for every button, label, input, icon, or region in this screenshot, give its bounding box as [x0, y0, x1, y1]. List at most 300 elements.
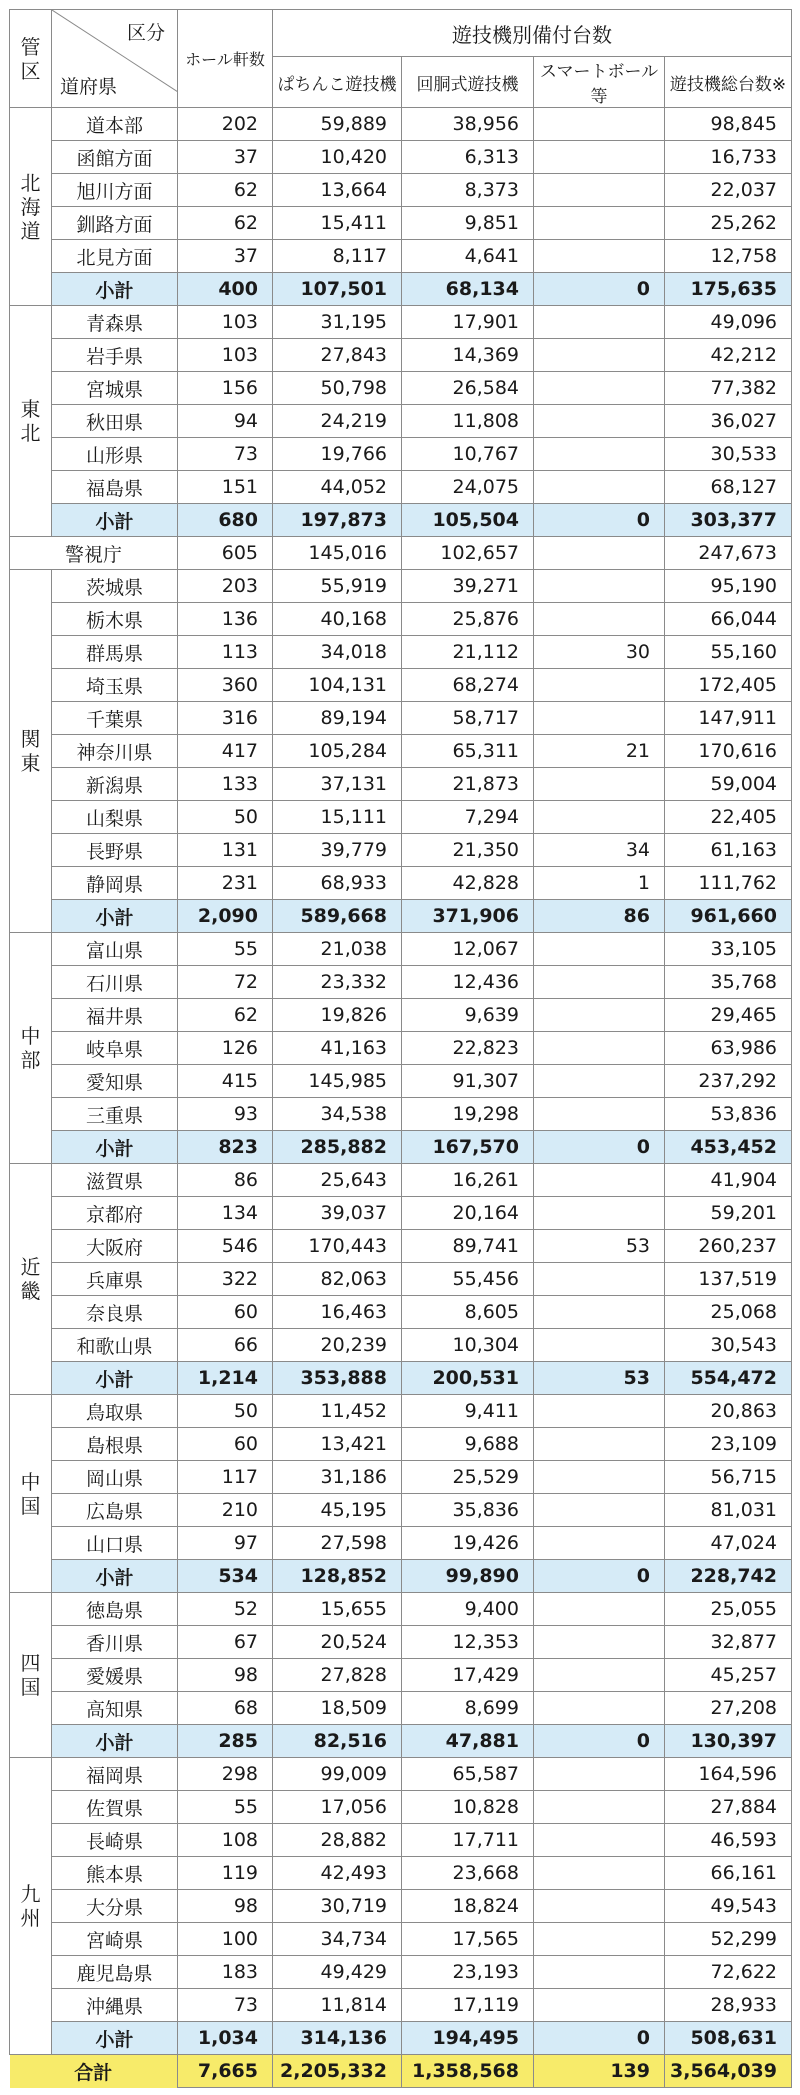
cell-halls: 203 [178, 570, 273, 603]
header-smartball: スマートボール等 [534, 57, 665, 108]
region-cell [10, 1395, 52, 1593]
cell-pachinko: 49,429 [273, 1956, 402, 1989]
cell-smartball [534, 438, 665, 471]
row-name: 岡山県 [52, 1461, 178, 1494]
cell-pachinko: 21,038 [273, 933, 402, 966]
grand-total-label: 合計 [10, 2055, 178, 2088]
table-row [10, 339, 792, 372]
cell-smartball [534, 1428, 665, 1461]
cell-total: 66,161 [665, 1857, 792, 1890]
cell-slot: 8,699 [402, 1692, 534, 1725]
table-row [10, 1098, 792, 1131]
subtotal-row [10, 504, 792, 537]
cell-total: 25,055 [665, 1593, 792, 1626]
row-name: 鹿児島県 [52, 1956, 178, 1989]
cell-smartball [534, 1098, 665, 1131]
row-name: 滋賀県 [52, 1164, 178, 1197]
cell-halls: 100 [178, 1923, 273, 1956]
cell-total: 170,616 [665, 735, 792, 768]
cell-pachinko: 27,598 [273, 1527, 402, 1560]
cell-slot: 10,828 [402, 1791, 534, 1824]
cell-slot: 25,529 [402, 1461, 534, 1494]
cell-total: 172,405 [665, 669, 792, 702]
cell-pachinko: 99,009 [273, 1758, 402, 1791]
cell-total: 35,768 [665, 966, 792, 999]
cell-slot: 11,808 [402, 405, 534, 438]
cell-smartball [534, 933, 665, 966]
grand-total-halls: 7,665 [178, 2055, 273, 2088]
cell-slot: 9,400 [402, 1593, 534, 1626]
cell-smartball: 0 [534, 1560, 665, 1593]
cell-smartball [534, 471, 665, 504]
cell-pachinko: 68,933 [273, 867, 402, 900]
cell-halls: 97 [178, 1527, 273, 1560]
cell-pachinko: 18,509 [273, 1692, 402, 1725]
cell-pachinko: 82,063 [273, 1263, 402, 1296]
cell-halls: 1,034 [178, 2022, 273, 2055]
cell-slot: 26,584 [402, 372, 534, 405]
table-row [10, 1494, 792, 1527]
table-row [10, 1857, 792, 1890]
row-name: 長崎県 [52, 1824, 178, 1857]
row-name: 佐賀県 [52, 1791, 178, 1824]
table-row [10, 405, 792, 438]
cell-total: 20,863 [665, 1395, 792, 1428]
table-row [10, 108, 792, 141]
region-label: 九 州 [20, 1882, 41, 1930]
cell-total: 147,911 [665, 702, 792, 735]
row-name: 鳥取県 [52, 1395, 178, 1428]
cell-slot: 9,639 [402, 999, 534, 1032]
cell-smartball [534, 537, 665, 570]
cell-total: 137,519 [665, 1263, 792, 1296]
region-cell [10, 1593, 52, 1758]
row-name: 道本部 [52, 108, 178, 141]
cell-smartball [534, 1857, 665, 1890]
cell-pachinko: 37,131 [273, 768, 402, 801]
cell-smartball: 86 [534, 900, 665, 933]
row-name: 小計 [52, 504, 178, 537]
row-name: 栃木県 [52, 603, 178, 636]
cell-slot: 68,274 [402, 669, 534, 702]
table-row [10, 174, 792, 207]
cell-halls: 67 [178, 1626, 273, 1659]
table-row [10, 1197, 792, 1230]
row-name: 京都府 [52, 1197, 178, 1230]
cell-total: 228,742 [665, 1560, 792, 1593]
cell-pachinko: 89,194 [273, 702, 402, 735]
cell-slot: 42,828 [402, 867, 534, 900]
cell-slot: 194,495 [402, 2022, 534, 2055]
cell-halls: 103 [178, 306, 273, 339]
cell-pachinko: 25,643 [273, 1164, 402, 1197]
cell-slot: 200,531 [402, 1362, 534, 1395]
row-name: 小計 [52, 1362, 178, 1395]
subtotal-row [10, 273, 792, 306]
cell-pachinko: 104,131 [273, 669, 402, 702]
cell-smartball: 0 [534, 1131, 665, 1164]
grand-total-slot: 1,358,568 [402, 2055, 534, 2088]
cell-halls: 151 [178, 471, 273, 504]
header-halls: ホール軒数 [178, 10, 273, 108]
cell-smartball [534, 702, 665, 735]
row-name: 神奈川県 [52, 735, 178, 768]
cell-total: 33,105 [665, 933, 792, 966]
row-name: 熊本県 [52, 1857, 178, 1890]
row-name: 広島県 [52, 1494, 178, 1527]
cell-total: 95,190 [665, 570, 792, 603]
cell-pachinko: 40,168 [273, 603, 402, 636]
cell-smartball [534, 1758, 665, 1791]
cell-slot: 20,164 [402, 1197, 534, 1230]
cell-pachinko: 107,501 [273, 273, 402, 306]
cell-smartball: 34 [534, 834, 665, 867]
table-row [10, 669, 792, 702]
cell-halls: 131 [178, 834, 273, 867]
table-row [10, 1989, 792, 2022]
header-corner-cell [52, 10, 178, 108]
cell-total: 53,836 [665, 1098, 792, 1131]
table-row [10, 1296, 792, 1329]
cell-total: 66,044 [665, 603, 792, 636]
cell-pachinko: 44,052 [273, 471, 402, 504]
cell-smartball [534, 1791, 665, 1824]
cell-smartball [534, 306, 665, 339]
cell-total: 164,596 [665, 1758, 792, 1791]
header-pachinko: ぱちんこ遊技機 [273, 57, 402, 108]
cell-pachinko: 353,888 [273, 1362, 402, 1395]
cell-slot: 4,641 [402, 240, 534, 273]
cell-slot: 17,565 [402, 1923, 534, 1956]
cell-smartball [534, 570, 665, 603]
cell-halls: 37 [178, 141, 273, 174]
cell-smartball [534, 339, 665, 372]
cell-slot: 102,657 [402, 537, 534, 570]
cell-pachinko: 19,826 [273, 999, 402, 1032]
cell-smartball [534, 1494, 665, 1527]
cell-slot: 17,901 [402, 306, 534, 339]
cell-halls: 322 [178, 1263, 273, 1296]
table-row [10, 1065, 792, 1098]
cell-total: 22,037 [665, 174, 792, 207]
row-name: 岩手県 [52, 339, 178, 372]
cell-smartball [534, 1890, 665, 1923]
row-name: 小計 [52, 1131, 178, 1164]
row-name: 福岡県 [52, 1758, 178, 1791]
subtotal-row [10, 900, 792, 933]
row-name: 沖縄県 [52, 1989, 178, 2022]
cell-halls: 1,214 [178, 1362, 273, 1395]
cell-smartball [534, 768, 665, 801]
table-row [10, 834, 792, 867]
cell-slot: 91,307 [402, 1065, 534, 1098]
cell-total: 49,543 [665, 1890, 792, 1923]
cell-pachinko: 45,195 [273, 1494, 402, 1527]
cell-halls: 210 [178, 1494, 273, 1527]
table-body [10, 108, 792, 2088]
cell-halls: 60 [178, 1428, 273, 1461]
cell-halls: 62 [178, 174, 273, 207]
cell-pachinko: 27,828 [273, 1659, 402, 1692]
cell-total: 28,933 [665, 1989, 792, 2022]
cell-total: 45,257 [665, 1659, 792, 1692]
cell-smartball: 53 [534, 1230, 665, 1263]
cell-total: 55,160 [665, 636, 792, 669]
cell-pachinko: 20,524 [273, 1626, 402, 1659]
cell-slot: 7,294 [402, 801, 534, 834]
cell-total: 23,109 [665, 1428, 792, 1461]
cell-halls: 37 [178, 240, 273, 273]
cell-slot: 14,369 [402, 339, 534, 372]
table-row [10, 1626, 792, 1659]
subtotal-row [10, 1131, 792, 1164]
row-name: 静岡県 [52, 867, 178, 900]
cell-slot: 17,711 [402, 1824, 534, 1857]
cell-pachinko: 34,018 [273, 636, 402, 669]
cell-pachinko: 19,766 [273, 438, 402, 471]
cell-smartball [534, 108, 665, 141]
cell-halls: 680 [178, 504, 273, 537]
cell-total: 25,262 [665, 207, 792, 240]
cell-slot: 23,193 [402, 1956, 534, 1989]
cell-total: 81,031 [665, 1494, 792, 1527]
table-row [10, 537, 792, 570]
grand-total-total: 3,564,039 [665, 2055, 792, 2088]
table-row [10, 768, 792, 801]
cell-total: 56,715 [665, 1461, 792, 1494]
cell-smartball [534, 1395, 665, 1428]
cell-halls: 103 [178, 339, 273, 372]
row-name: 小計 [52, 273, 178, 306]
cell-slot: 18,824 [402, 1890, 534, 1923]
header-slot: 回胴式遊技機 [402, 57, 534, 108]
table-row [10, 999, 792, 1032]
cell-total: 30,543 [665, 1329, 792, 1362]
cell-pachinko: 50,798 [273, 372, 402, 405]
table-row [10, 1890, 792, 1923]
header-machine-group: 遊技機別備付台数 [273, 10, 792, 57]
cell-pachinko: 34,734 [273, 1923, 402, 1956]
row-name: 福島県 [52, 471, 178, 504]
cell-halls: 133 [178, 768, 273, 801]
cell-slot: 167,570 [402, 1131, 534, 1164]
cell-smartball [534, 801, 665, 834]
row-name: 茨城県 [52, 570, 178, 603]
table-row [10, 471, 792, 504]
cell-smartball: 0 [534, 504, 665, 537]
amusement-machine-table [9, 9, 792, 2088]
cell-total: 77,382 [665, 372, 792, 405]
cell-halls: 98 [178, 1890, 273, 1923]
cell-total: 63,986 [665, 1032, 792, 1065]
cell-total: 303,377 [665, 504, 792, 537]
cell-smartball [534, 1527, 665, 1560]
table-row [10, 1758, 792, 1791]
cell-slot: 25,876 [402, 603, 534, 636]
cell-smartball [534, 1626, 665, 1659]
header-dofuken-label: 道府県 [60, 76, 118, 98]
cell-halls: 202 [178, 108, 273, 141]
cell-pachinko: 16,463 [273, 1296, 402, 1329]
region-cell [10, 570, 52, 933]
row-name: 新潟県 [52, 768, 178, 801]
cell-total: 27,208 [665, 1692, 792, 1725]
cell-total: 130,397 [665, 1725, 792, 1758]
cell-pachinko: 39,037 [273, 1197, 402, 1230]
cell-total: 49,096 [665, 306, 792, 339]
row-name: 岐阜県 [52, 1032, 178, 1065]
cell-slot: 55,456 [402, 1263, 534, 1296]
cell-halls: 86 [178, 1164, 273, 1197]
cell-smartball [534, 669, 665, 702]
row-name: 島根県 [52, 1428, 178, 1461]
cell-total: 16,733 [665, 141, 792, 174]
cell-slot: 371,906 [402, 900, 534, 933]
cell-slot: 17,429 [402, 1659, 534, 1692]
row-name: 函館方面 [52, 141, 178, 174]
cell-total: 237,292 [665, 1065, 792, 1098]
cell-total: 247,673 [665, 537, 792, 570]
cell-halls: 546 [178, 1230, 273, 1263]
cell-pachinko: 11,814 [273, 1989, 402, 2022]
row-name: 秋田県 [52, 405, 178, 438]
cell-halls: 823 [178, 1131, 273, 1164]
cell-pachinko: 145,985 [273, 1065, 402, 1098]
row-name: 大分県 [52, 1890, 178, 1923]
cell-total: 52,299 [665, 1923, 792, 1956]
row-name: 山梨県 [52, 801, 178, 834]
cell-halls: 62 [178, 999, 273, 1032]
table-row [10, 933, 792, 966]
table-row [10, 1032, 792, 1065]
row-name: 小計 [52, 1725, 178, 1758]
cell-halls: 113 [178, 636, 273, 669]
row-name: 警視庁 [10, 537, 178, 570]
region-cell [10, 306, 52, 537]
cell-pachinko: 128,852 [273, 1560, 402, 1593]
row-name: 千葉県 [52, 702, 178, 735]
cell-total: 12,758 [665, 240, 792, 273]
table-row [10, 1461, 792, 1494]
cell-pachinko: 24,219 [273, 405, 402, 438]
cell-halls: 73 [178, 1989, 273, 2022]
cell-pachinko: 285,882 [273, 1131, 402, 1164]
row-name: 愛知県 [52, 1065, 178, 1098]
cell-pachinko: 314,136 [273, 2022, 402, 2055]
cell-halls: 50 [178, 1395, 273, 1428]
subtotal-row [10, 1362, 792, 1395]
cell-pachinko: 13,421 [273, 1428, 402, 1461]
cell-halls: 231 [178, 867, 273, 900]
cell-pachinko: 15,411 [273, 207, 402, 240]
cell-halls: 316 [178, 702, 273, 735]
region-label: 近 畿 [20, 1255, 41, 1303]
table-row [10, 1329, 792, 1362]
cell-halls: 415 [178, 1065, 273, 1098]
cell-slot: 47,881 [402, 1725, 534, 1758]
row-name: 徳島県 [52, 1593, 178, 1626]
cell-pachinko: 41,163 [273, 1032, 402, 1065]
cell-halls: 136 [178, 603, 273, 636]
region-label: 四 国 [20, 1651, 41, 1699]
row-name: 小計 [52, 2022, 178, 2055]
table-row [10, 1824, 792, 1857]
region-label: 東 北 [20, 397, 41, 445]
row-name: 愛媛県 [52, 1659, 178, 1692]
cell-smartball [534, 1065, 665, 1098]
cell-slot: 89,741 [402, 1230, 534, 1263]
cell-halls: 156 [178, 372, 273, 405]
cell-total: 25,068 [665, 1296, 792, 1329]
cell-total: 59,201 [665, 1197, 792, 1230]
cell-smartball [534, 1197, 665, 1230]
row-name: 石川県 [52, 966, 178, 999]
cell-pachinko: 39,779 [273, 834, 402, 867]
cell-halls: 117 [178, 1461, 273, 1494]
region-cell [10, 1164, 52, 1395]
cell-halls: 298 [178, 1758, 273, 1791]
cell-total: 30,533 [665, 438, 792, 471]
cell-pachinko: 23,332 [273, 966, 402, 999]
table-row [10, 306, 792, 339]
cell-halls: 73 [178, 438, 273, 471]
cell-total: 260,237 [665, 1230, 792, 1263]
cell-total: 72,622 [665, 1956, 792, 1989]
row-name: 北見方面 [52, 240, 178, 273]
row-name: 小計 [52, 900, 178, 933]
cell-total: 453,452 [665, 1131, 792, 1164]
cell-pachinko: 15,655 [273, 1593, 402, 1626]
cell-smartball: 1 [534, 867, 665, 900]
subtotal-row [10, 2022, 792, 2055]
cell-slot: 65,311 [402, 735, 534, 768]
cell-pachinko: 20,239 [273, 1329, 402, 1362]
cell-slot: 24,075 [402, 471, 534, 504]
table-row [10, 636, 792, 669]
cell-slot: 12,436 [402, 966, 534, 999]
cell-halls: 60 [178, 1296, 273, 1329]
table-row [10, 1791, 792, 1824]
region-label: 関 東 [20, 727, 41, 775]
cell-smartball [534, 1164, 665, 1197]
cell-slot: 17,119 [402, 1989, 534, 2022]
cell-halls: 98 [178, 1659, 273, 1692]
cell-smartball: 53 [534, 1362, 665, 1395]
region-label: 中 国 [20, 1469, 41, 1518]
cell-slot: 9,851 [402, 207, 534, 240]
cell-total: 46,593 [665, 1824, 792, 1857]
cell-halls: 62 [178, 207, 273, 240]
cell-slot: 38,956 [402, 108, 534, 141]
grand-total-pachinko: 2,205,332 [273, 2055, 402, 2088]
cell-pachinko: 197,873 [273, 504, 402, 537]
cell-pachinko: 28,882 [273, 1824, 402, 1857]
cell-slot: 9,688 [402, 1428, 534, 1461]
table-row [10, 1395, 792, 1428]
cell-total: 59,004 [665, 768, 792, 801]
grand-total-row [10, 2055, 792, 2088]
cell-halls: 285 [178, 1725, 273, 1758]
table-row [10, 207, 792, 240]
cell-slot: 21,350 [402, 834, 534, 867]
cell-pachinko: 589,668 [273, 900, 402, 933]
row-name: 群馬県 [52, 636, 178, 669]
cell-total: 98,845 [665, 108, 792, 141]
cell-halls: 183 [178, 1956, 273, 1989]
cell-pachinko: 59,889 [273, 108, 402, 141]
cell-smartball [534, 1989, 665, 2022]
cell-halls: 400 [178, 273, 273, 306]
